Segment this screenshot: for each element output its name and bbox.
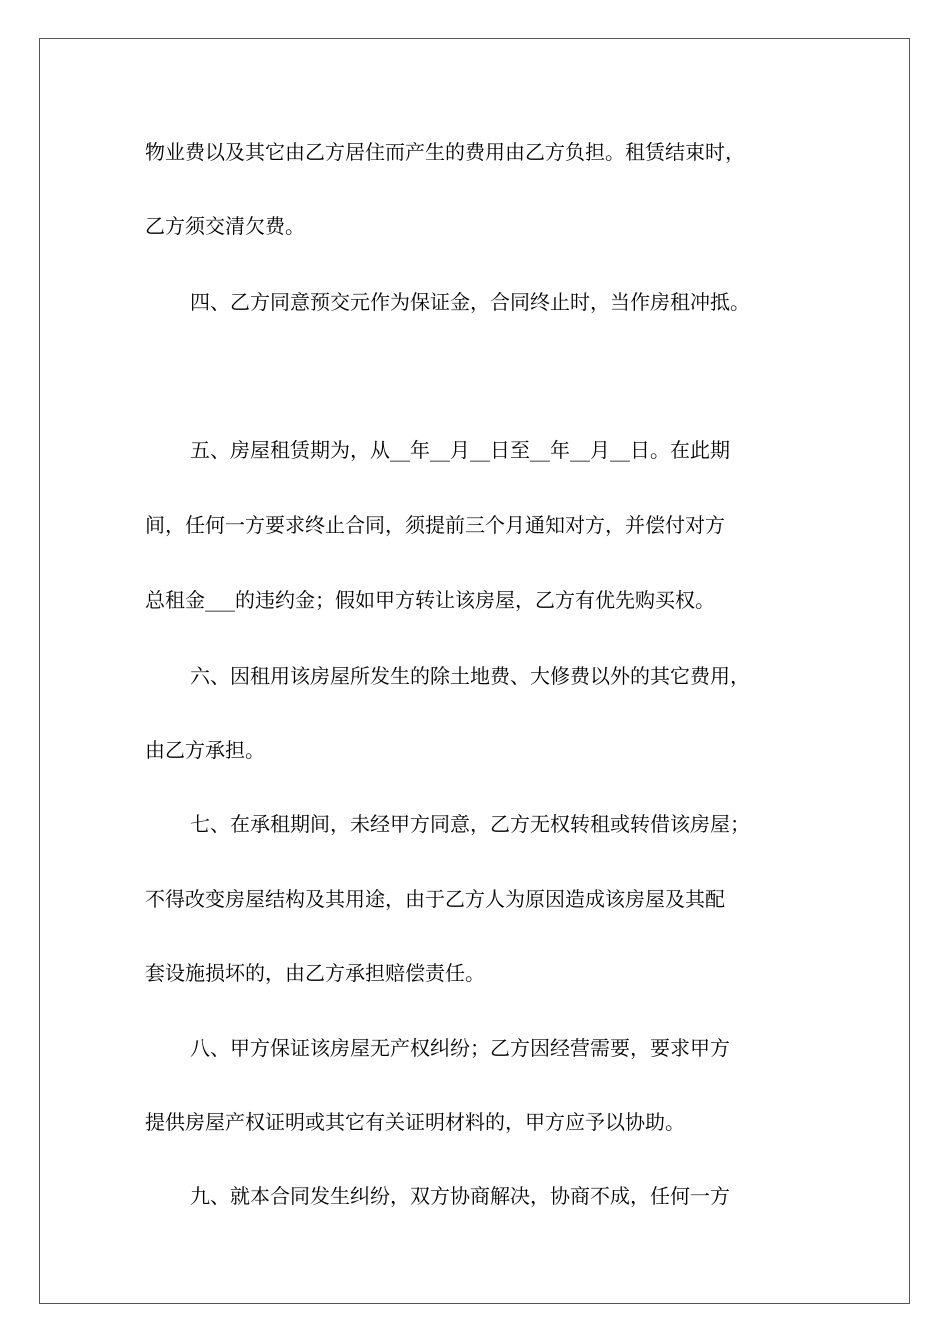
paragraph-line: 间，任何一方要求终止合同，须提前三个月通知对方，并偿付对方 <box>145 513 725 537</box>
clause-four-line: 四、乙方同意预交元作为保证金，合同终止时，当作房租冲抵。 <box>190 290 750 314</box>
paragraph-line: 总租金___的违约金；假如甲方转让该房屋，乙方有优先购买权。 <box>145 588 715 612</box>
paragraph-line: 物业费以及其它由乙方居住而产生的费用由乙方负担。租赁结束时， <box>145 140 745 164</box>
clause-five-line: 五、房屋租赁期为，从__年__月__日至__年__月__日。在此期 <box>190 438 730 462</box>
clause-six-line: 六、因租用该房屋所发生的除土地费、大修费以外的其它费用， <box>190 664 750 688</box>
paragraph-line: 套设施损坏的，由乙方承担赔偿责任。 <box>145 961 485 985</box>
clause-seven-line: 七、在承租期间，未经甲方同意，乙方无权转租或转借该房屋； <box>190 812 750 836</box>
paragraph-line: 不得改变房屋结构及其用途，由于乙方人为原因造成该房屋及其配 <box>145 887 725 911</box>
paragraph-line: 乙方须交清欠费。 <box>145 214 305 238</box>
paragraph-line: 提供房屋产权证明或其它有关证明材料的，甲方应予以协助。 <box>145 1110 685 1134</box>
paragraph-line: 由乙方承担。 <box>145 738 265 762</box>
clause-eight-line: 八、甲方保证该房屋无产权纠纷；乙方因经营需要，要求甲方 <box>190 1036 730 1060</box>
clause-nine-line: 九、就本合同发生纠纷，双方协商解决，协商不成，任何一方 <box>190 1184 730 1208</box>
